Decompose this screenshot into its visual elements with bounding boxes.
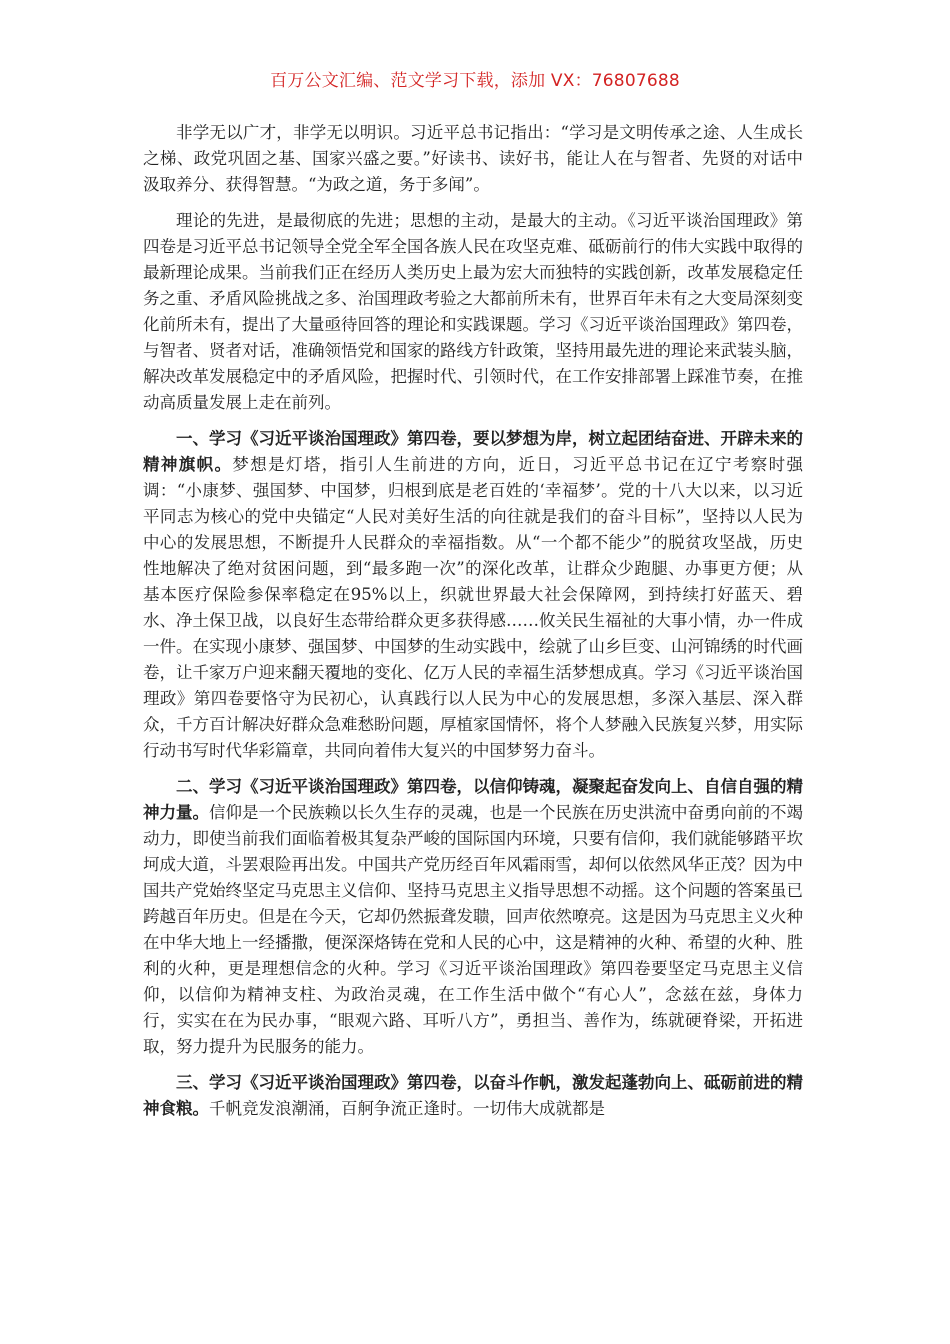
header-watermark: 百万公文汇编、范文学习下载，添加 VX：76807688 — [270, 71, 680, 91]
section-paragraph-1 — [143, 426, 803, 764]
paragraph-text: 千帆竞发浪潮涌，百舸争流正逢时。一切伟大成就都是 — [209, 1099, 605, 1118]
paragraph-text: 信仰是一个民族赖以长久生存的灵魂，也是一个民族在历史洪流中奋勇向前的不竭动力，即使当前我们面临着极其复杂严峻的国际国内环境，只要有信仰，我们就能够踏平坎坷成大道，斗罢艰险再出发。中国共产党历经百年风霜雨雪，却何以依然风华正茂？因为中国共产党始终坚定马克思主义信仰、坚持马克思主义指导思想不动摇。这个问题的答案虽已跨越百年历史。但是在今天，它却仍然振聋发聩，回声依然嘹亮。这是因为马克思主义火种在中华大地上一经播撒，便深深烙铸在党和人民的心中，这是精神的火种、希望的火种、胜利的火种，更是理想信念的火种。学习《习近平谈治国理政》第四卷要坚定马克思主义信仰，以信仰为精神支柱、为政治灵魂，在工作生活中做个“有心人”，念兹在兹，身体力行，实实在在为民办事，“眼观六路、耳听八方”，勇担当、善作为，练就硬脊梁，开拓进取，努力提升为民服务的能力。 — [143, 803, 803, 1056]
section-paragraph-2 — [143, 774, 803, 1060]
section-heading-3: 三、学习《习近平谈治国理政》第四卷，以奋斗作帆，激发起蓬勃向上、砥砺前进的精神食粮。 — [143, 1073, 803, 1118]
section-heading-2: 二、学习《习近平谈治国理政》第四卷，以信仰铸魂，凝聚起奋发向上、自信自强的精神力量。 — [143, 777, 803, 822]
section-heading-1: 一、学习《习近平谈治国理政》第四卷，要以梦想为岸，树立起团结奋进、开辟未来的精神旗帜。 — [143, 429, 803, 474]
paragraph-text: 非学无以广才，非学无以明识。习近平总书记指出：“学习是文明传承之途、人生成长之梯、政党巩固之基、国家兴盛之要。”好读书、读好书，能让人在与智者、先贤的对话中汲取养分、获得智慧。“为政之道，务于多闻”。 — [143, 123, 803, 194]
section-paragraph-3 — [143, 1070, 803, 1122]
paragraph-text: 梦想是灯塔，指引人生前进的方向，近日，习近平总书记在辽宁考察时强调：“小康梦、强国梦、中国梦，归根到底是老百姓的‘幸福梦’。党的十八大以来，以习近平同志为核心的党中央锚定“人民对美好生活的向往就是我们的奋斗目标”，坚持以人民为中心的发展思想，不断提升人民群众的幸福指数。从“一个都不能少”的脱贫攻坚战，历史性地解决了绝对贫困问题，到“最多跑一次”的深化改革，让群众少跑腿、办事更方便；从基本医疗保险参保率稳定在95%以上，织就世界最大社会保障网，到持续打好蓝天、碧水、净土保卫战，以良好生态带给群众更多获得感……攸关民生福祉的大事小情，办一件成一件。在实现小康梦、强国梦、中国梦的生动实践中，绘就了山乡巨变、山河锦绣的时代画卷，让千家万户迎来翻天覆地的变化、亿万人民的幸福生活梦想成真。学习《习近平谈治国理政》第四卷要恪守为民初心，认真践行以人民为中心的发展思想，多深入基层、深入群众，千方百计解决好群众急难愁盼问题，厚植家国情怀，将个人梦融入民族复兴梦，用实际行动书写时代华彩篇章，共同向着伟大复兴的中国梦努力奋斗。 — [143, 455, 803, 760]
paragraph-text: 理论的先进，是最彻底的先进；思想的主动，是最大的主动。《习近平谈治国理政》第四卷是习近平总书记领导全党全军全国各族人民在攻坚克难、砥砺前行的伟大实践中取得的最新理论成果。当前我们正在经历人类历史上最为宏大而独特的实践创新，改革发展稳定任务之重、矛盾风险挑战之多、治国理政考验之大都前所未有，世界百年未有之大变局深刻变化前所未有，提出了大量亟待回答的理论和实践课题。学习《习近平谈治国理政》第四卷，与智者、贤者对话，准确领悟党和国家的路线方针政策，坚持用最先进的理论来武装头脑，解决改革发展稳定中的矛盾风险，把握时代、引领时代，在工作安排部署上踩准节奏，在推动高质量发展上走在前列。 — [143, 211, 803, 412]
paragraph — [143, 120, 803, 198]
article-body — [143, 120, 803, 1132]
paragraph — [143, 208, 803, 416]
